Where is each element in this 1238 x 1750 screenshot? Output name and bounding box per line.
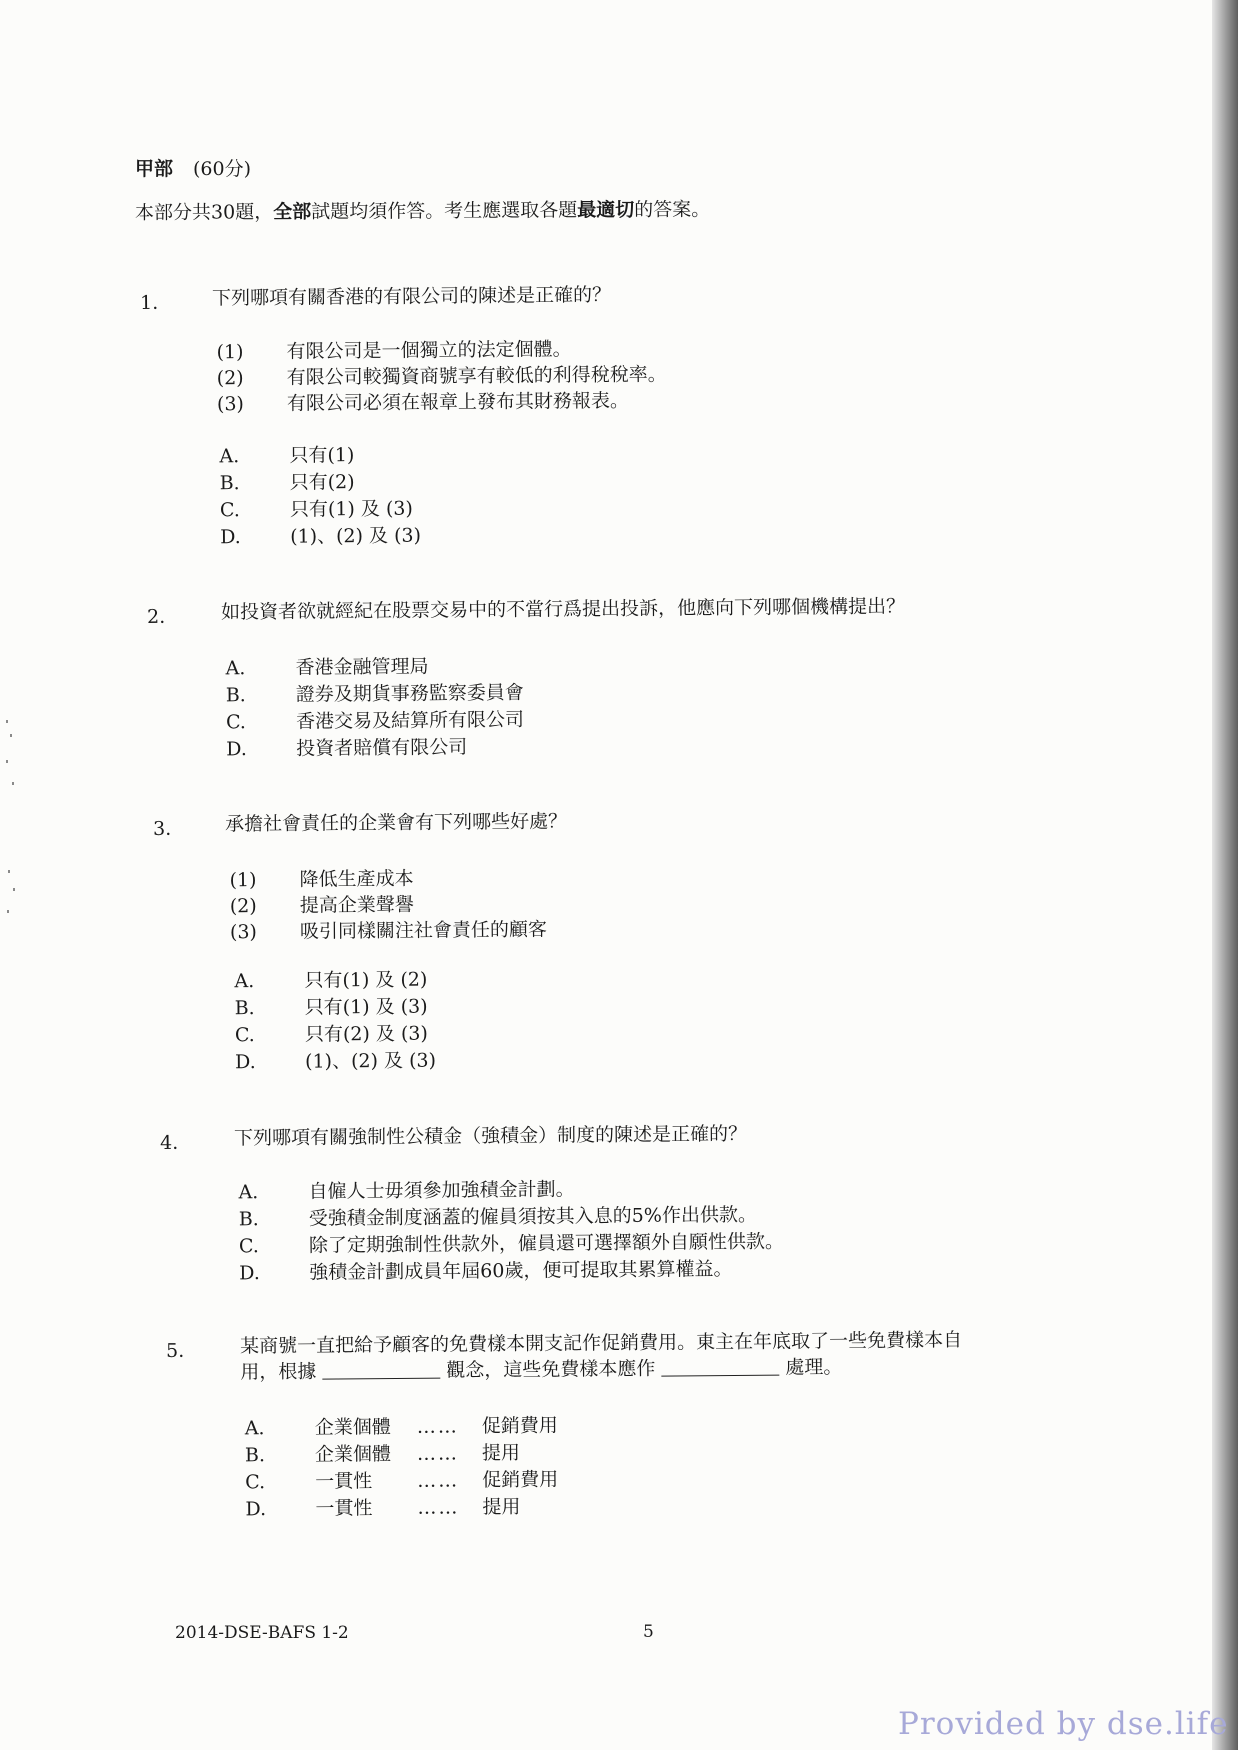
scan-edge-shadow	[1212, 0, 1238, 1750]
section-header	[135, 154, 251, 181]
section-marks: (60分)	[193, 158, 252, 180]
instructions-emphasis-all: 全部	[273, 200, 312, 224]
instructions-text: 試題均須作答。考生應選取各題	[311, 199, 578, 223]
question-text: 下列哪項有關香港的有限公司的陳述是正確的？	[211, 283, 612, 310]
watermark: Provided by dse.life	[898, 1706, 1229, 1742]
question-text: 如投資者欲就經紀在股票交易中的不當行爲提出投訴，他應向下列哪個機構提出？	[220, 595, 906, 624]
instructions-text: 本部分共30題，	[134, 201, 274, 224]
question-number: 4.	[160, 1131, 179, 1154]
page-number: 5	[643, 1622, 654, 1642]
section-label: 甲部	[135, 158, 174, 180]
paper-code: 2014-DSE-BAFS 1-2	[175, 1623, 349, 1643]
answer-blank-1	[322, 1378, 440, 1380]
question-text-line1: 某商號一直把給予顧客的免費樣本開支記作促銷費用。東主在年底取了一些免費樣本自	[239, 1329, 963, 1358]
question-text: 下列哪項有關強制性公積金（強積金）制度的陳述是正確的？	[233, 1122, 748, 1150]
section-instructions	[135, 194, 710, 225]
question-number: 5.	[166, 1339, 185, 1362]
question-text: 承擔社會責任的企業會有下列哪些好處？	[224, 810, 568, 836]
scan-specks	[4, 720, 18, 1020]
question-text-line2: 用，根據 觀念，這些免費樣本應作 處理。	[240, 1356, 843, 1384]
answer-blank-2	[661, 1375, 779, 1377]
instructions-emphasis-best: 最適切	[577, 198, 635, 222]
question-number: 1.	[140, 291, 159, 314]
exam-page: 甲部 (60分) 本部分共30題，全部試題均須作答。考生應選取各題最適切的答案。 1. 下列哪項有關香港的有限公司的陳述是正確的？ (1) 有限公司是一個獨立的法定個體。 (2) 有限公司較獨資商號享有較低的利得稅稅率。 (3) 有限公司必須在報章上發布其財務報表。 A. 只有(1) B. 只有(2) C. 只有(1) 及 (3) D. (1)、(2) 及 (3) 2. 如投資者欲就經紀在股票交易中的不當行爲提出投訴，他應向下列哪個機構提出？ A. 香港金融管理局 B. 證券及期貨事務監察委員會 C. 香港交易及結算所有限公司 D. 投資者賠償有限公司 3. 承擔社會責任的企業會有下列哪些好處？ (1) 降低生產成本 (2) 提高企業聲譽 (3) 吸引同樣關注社會責任的顧客 A. 只有(1) 及 (2) B. 只有(1) 及 (3) C. 只有(2) 及 (3) D. (1)、(2) 及 (3) 4. 下列哪項有關強制性公積金（強積金）制度的陳述是正確的？ A. 自僱人士毋須參加強積金計劃。 B. 受強積金制度涵蓋的僱員須按其入息的5%作出供款。 C. 除了定期強制性供款外，僱員還可選擇額外自願性供款。 D. 強積金計劃成員年屆60歲，便可提取其累算權益。 5. 某商號一直把給予顧客的免費樣本開支記作促銷費用。東主在年底取了一些免費樣本自 用，根據 觀念，這些免費樣本應作 處理。 A. 企業個體 …… 促銷費用 B. 企業個體 …… 提用 C. 一貫性 …… 促銷費用 D. 一貫性 …… 提用 2014-DSE-BAFS 1-2 5 Provided by dse.life	[0, 0, 1238, 1750]
question-number: 2.	[147, 605, 166, 628]
question-number: 3.	[153, 817, 172, 840]
instructions-text: 的答案。	[634, 198, 711, 221]
